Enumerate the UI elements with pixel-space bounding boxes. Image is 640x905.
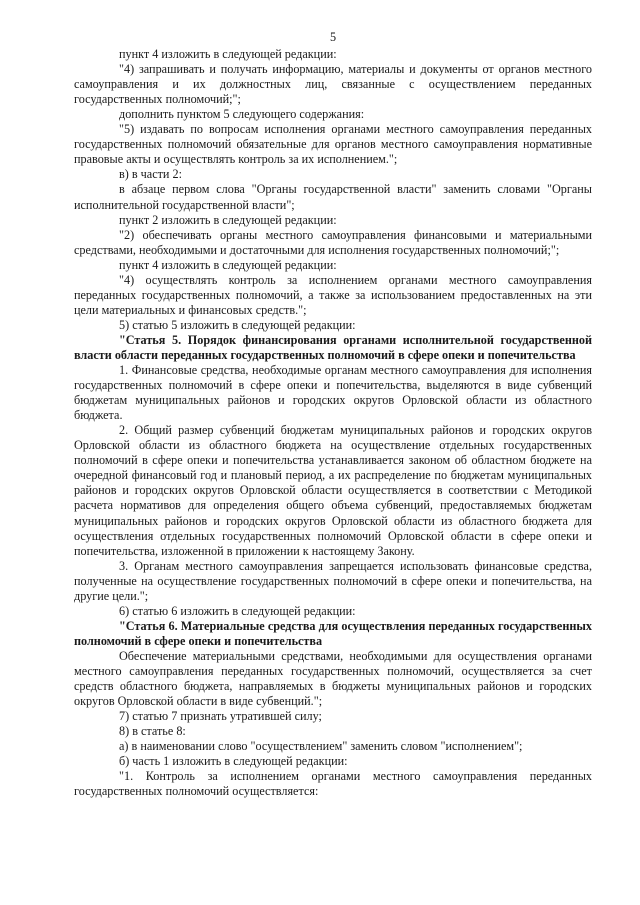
paragraph: б) часть 1 изложить в следующей редакции: [119, 754, 348, 769]
paragraph: пункт 2 изложить в следующей редакции: [119, 212, 337, 227]
paragraph: 2. Общий размер субвенций бюджетам муниципальных районов и городских округов Орловской области из областного бюджета на осуществление отдельных государственных полномочий в сфере опеки и попечительства устанавливается законом об областном бюджете на очередной финансовый год и плановый период, а их распределение по бюджетам муниципальных районов и городских округов Орловской области осуществляется в соответствии с Методикой расчета нормативов для определения общего объема субвенций, предоставляемых бюджетам муниципальных районов и городских округов Орловской области из областного бюджета для осуществления отдельных государственных полномочий Орловской области в сфере опеки и попечительства, изложенной в приложении к настоящему Закону. [74, 423, 592, 558]
article-heading: "Статья 6. Материальные средства для осуществления переданных государственных полномочий в сфере опеки и попечительства [74, 618, 592, 648]
paragraph: 3. Органам местного самоуправления запрещается использовать финансовые средства, полученные на осуществление государственных полномочий в сфере опеки и попечительства, на другие цели."; [74, 558, 592, 603]
paragraph: в) в части 2: [119, 167, 182, 182]
paragraph: "4) запрашивать и получать информацию, материалы и документы от органов местного самоуправления и их должностных лиц, связанные с осуществлением переданных государственных полномочий;"; [74, 62, 592, 107]
paragraph: "1. Контроль за исполнением органами местного самоуправления переданных государственных полномочий осуществляется: [74, 769, 592, 799]
paragraph: дополнить пунктом 5 следующего содержания: [119, 107, 365, 122]
paragraph: Обеспечение материальными средствами, необходимыми для осуществления органами местного самоуправления переданных государственных полномочий, осуществляется за счет средств областного бюджета, направляемых в бюджеты муниципальных районов и городских округов Орловской области в виде субвенций."; [74, 648, 592, 709]
paragraph: 8) в статье 8: [119, 724, 186, 739]
page-number: 5 [329, 30, 337, 44]
paragraph: в абзаце первом слова "Органы государственной власти" заменить словами "Органы исполнительной государственной власти"; [74, 182, 592, 212]
paragraph: "4) осуществлять контроль за исполнением органами местного самоуправления переданных государственных полномочий, а также за использованием предоставленных на эти цели материальных и финансовых средств."; [74, 272, 592, 317]
paragraph: пункт 4 изложить в следующей редакции: [119, 47, 337, 62]
paragraph: 1. Финансовые средства, необходимые органам местного самоуправления для исполнения государственных полномочий в сфере опеки и попечительства, выделяются в виде субвенций бюджетам муниципальных районов и городских округов Орловской области из областного бюджета. [74, 363, 592, 423]
paragraph: пункт 4 изложить в следующей редакции: [119, 257, 337, 272]
article-heading: "Статья 5. Порядок финансирования органами исполнительной государственной власти области переданных государственных полномочий в сфере опеки и попечительства [74, 332, 592, 362]
paragraph: а) в наименовании слово "осуществлением" заменить словом "исполнением"; [119, 739, 523, 754]
paragraph: "5) издавать по вопросам исполнения органами местного самоуправления переданных государственных полномочий обязательные для органов местного самоуправления нормативные правовые акты и осуществлять контроль за их исполнением."; [74, 122, 592, 167]
paragraph: "2) обеспечивать органы местного самоуправления финансовыми и материальными средствами, необходимыми и достаточными для исполнения государственных полномочий;"; [74, 227, 592, 257]
document-page [74, 30, 592, 799]
paragraph: 6) статью 6 изложить в следующей редакции: [119, 603, 356, 618]
paragraph: 7) статью 7 признать утратившей силу; [119, 709, 322, 724]
paragraph: 5) статью 5 изложить в следующей редакции: [119, 317, 356, 332]
document-body [74, 47, 592, 799]
